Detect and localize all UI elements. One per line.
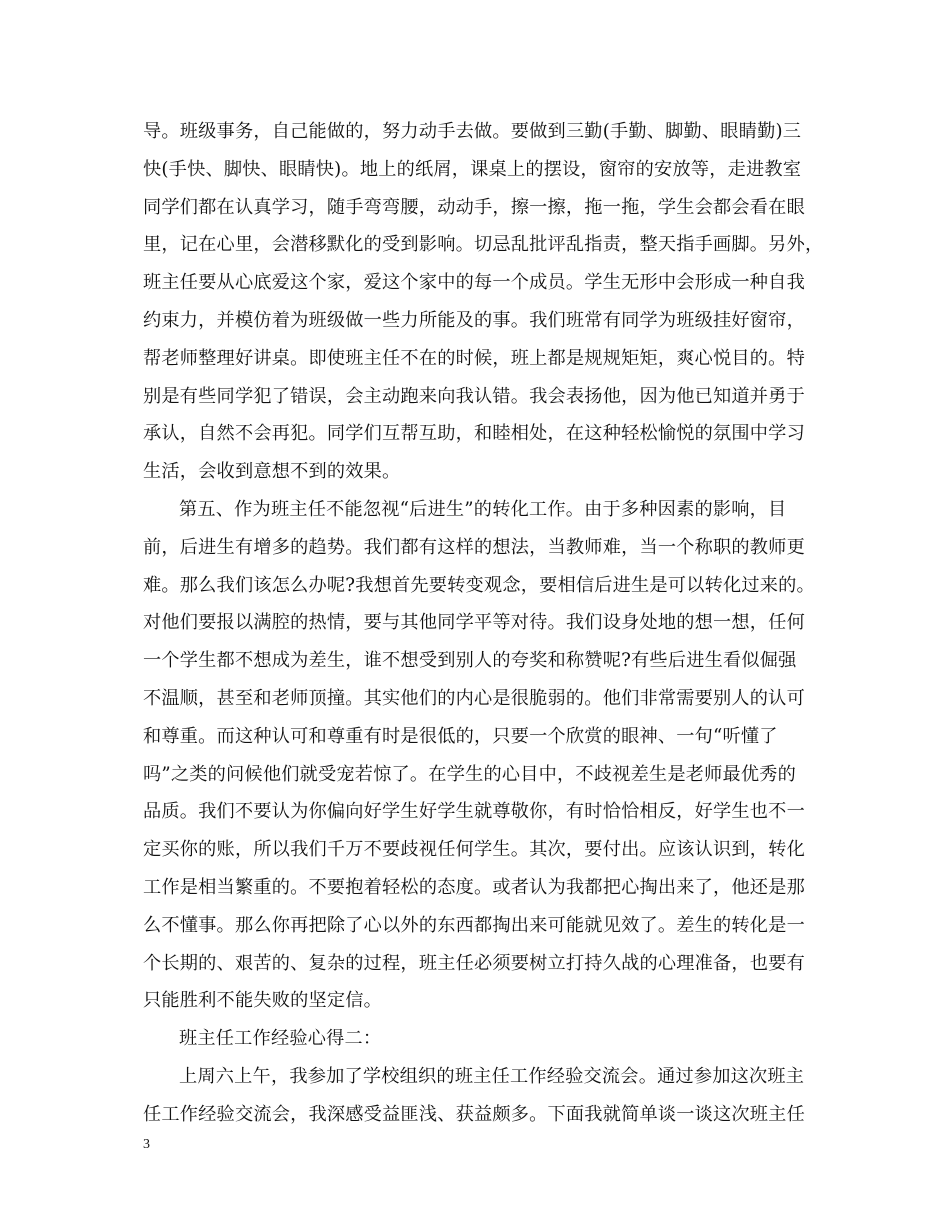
text-line: 么不懂事。那么你再把除了心以外的东西都掏出来可能就见效了。差生的转化是一 (143, 914, 805, 936)
text-line: 里，记在心里，会潜移默化的受到影响。切忌乱批评乱指责，整天指手画脚。另外， (143, 234, 824, 256)
text-line: 工作是相当繁重的。不要抱着轻松的态度。或者认为我都把心掏出来了，他还是那 (143, 876, 805, 898)
text-line: 约束力，并模仿着为班级做一些力所能及的事。我们班常有同学为班级挂好窗帘， (143, 309, 805, 331)
text-line: 帮老师整理好讲桌。即使班主任不在的时候，班上都是规规矩矩，爽心悦目的。特 (143, 347, 805, 369)
body-text (143, 113, 823, 1134)
text-line: 一个学生都不想成为差生，谁不想受到别人的夸奖和称赞呢?有些后进生看似倔强 (143, 650, 797, 672)
text-line: 对他们要报以满腔的热情，要与其他同学平等对待。我们设身处地的想一想，任何 (143, 612, 805, 634)
text-line: 任工作经验交流会，我深感受益匪浅、获益颇多。下面我就简单谈一谈这次班主任 (143, 1103, 805, 1125)
text-line: 导。班级事务，自己能做的，努力动手去做。要做到三勤(手勤、脚勤、眼睛勤)三 (143, 121, 802, 142)
text-line: 个长期的、艰苦的、复杂的过程，班主任必须要树立打持久战的心理准备，也要有 (143, 952, 805, 974)
text-line: 吗”之类的问候他们就受宠若惊了。在学生的心目中，不歧视差生是老师最优秀的 (143, 763, 797, 785)
text-line: 前，后进生有增多的趋势。我们都有这样的想法，当教师难，当一个称职的教师更 (143, 536, 805, 558)
text-line: 班主任要从心底爱这个家，爱这个家中的每一个成员。学生无形中会形成一种自我 (143, 272, 805, 294)
text-line: 别是有些同学犯了错误，会主动跑来向我认错。我会表扬他，因为他已知道并勇于 (143, 385, 805, 407)
text-line: 生活，会收到意想不到的效果。 (143, 461, 401, 483)
page-number: 3 (143, 1137, 150, 1152)
text-line: 上周六上午，我参加了学校组织的班主任工作经验交流会。通过参加这次班主 (179, 1065, 805, 1087)
text-line: 同学们都在认真学习，随手弯弯腰，动动手，擦一擦，拖一拖，学生会都会看在眼 (143, 196, 805, 218)
text-line: 不温顺，甚至和老师顶撞。其实他们的内心是很脆弱的。他们非常需要别人的认可 (143, 687, 805, 709)
text-line: 定买你的账，所以我们千万不要歧视任何学生。其次，要付出。应该认识到，转化 (143, 839, 805, 861)
text-line: 快(手快、脚快、眼睛快)。地上的纸屑，课桌上的摆设，窗帘的安放等，走进教室 (143, 158, 802, 180)
text-line: 第五、作为班主任不能忽视“后进生”的转化工作。由于多种因素的影响，目 (179, 498, 787, 520)
text-line: 品质。我们不要认为你偏向好学生好学生就尊敬你，有时恰恰相反，好学生也不一 (143, 801, 805, 823)
text-line: 只能胜利不能失败的坚定信。 (143, 990, 383, 1012)
text-line: 承认，自然不会再犯。同学们互帮互助，和睦相处，在这种轻松愉悦的氛围中学习 (143, 423, 805, 445)
text-line: 班主任工作经验心得二： (179, 1028, 382, 1050)
text-line: 难。那么我们该怎么办呢?我想首先要转变观念，要相信后进生是可以转化过来的。 (143, 574, 815, 596)
text-line: 和尊重。而这种认可和尊重有时是很低的，只要一个欣赏的眼神、一句“听懂了 (143, 725, 778, 747)
